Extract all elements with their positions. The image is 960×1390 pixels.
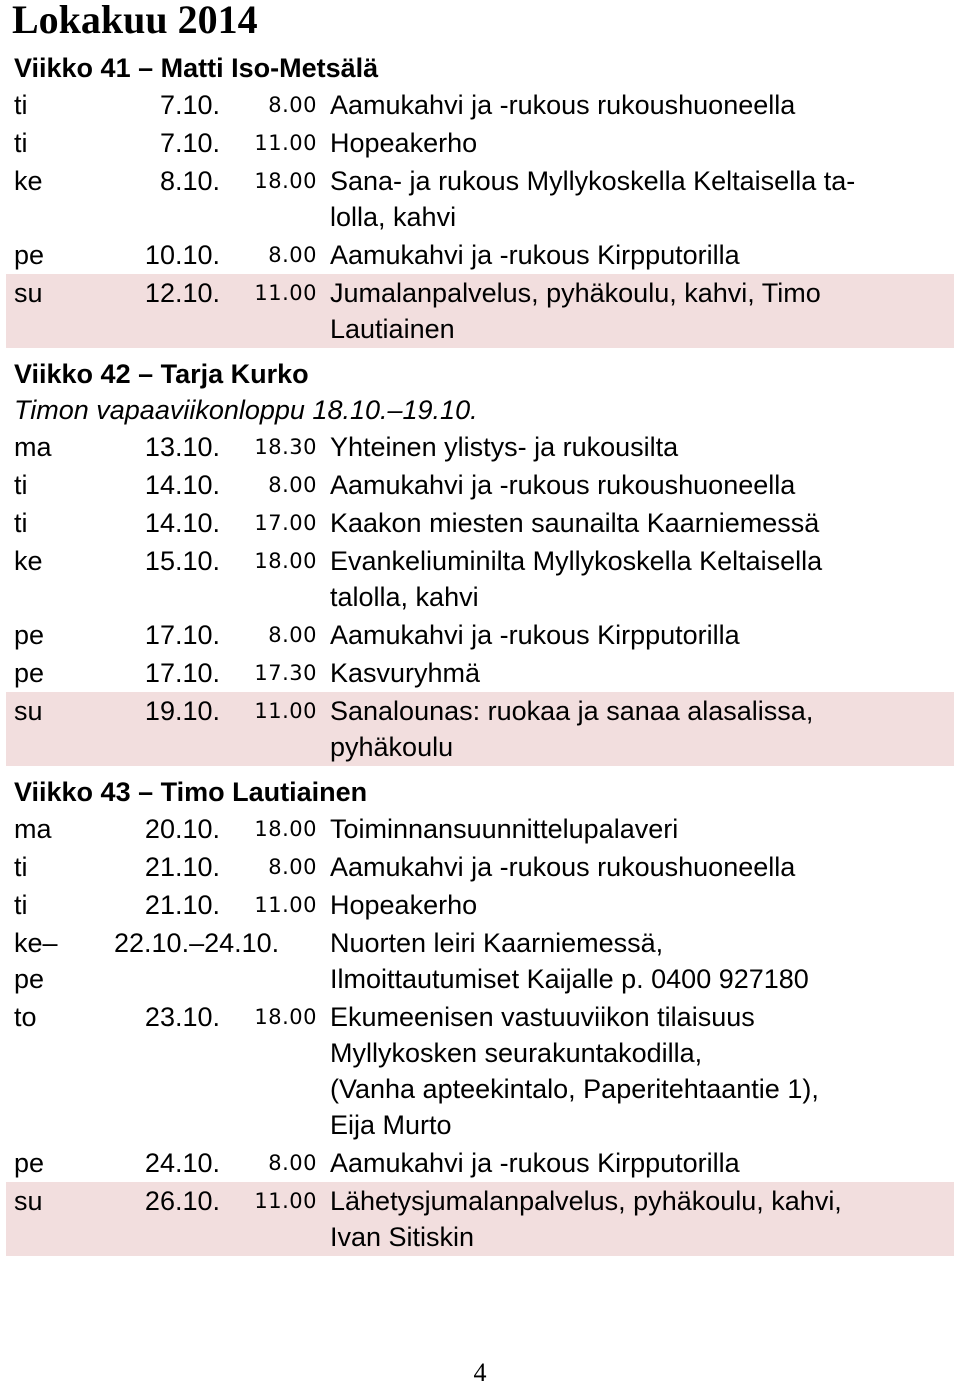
event-time: 17.30 [254, 661, 317, 685]
event-time: 18.00 [254, 169, 317, 193]
event-day: ke [14, 166, 43, 196]
event-description: Yhteinen ylistys- ja rukousilta [330, 432, 679, 462]
event-day: ti [14, 128, 28, 158]
event-day: ma [14, 432, 52, 462]
event-date: 7.10. [159, 128, 220, 158]
event-description: Toiminnansuunnittelupalaveri [330, 814, 679, 844]
event-time: 11.00 [254, 281, 317, 305]
event-row-sunday [6, 692, 954, 766]
week-header: Viikko 42 – Tarja Kurko [14, 359, 309, 389]
event-description: Aamukahvi ja -rukous rukoushuoneella [330, 852, 796, 882]
week-header: Viikko 41 – Matti Iso-Metsälä [14, 53, 379, 83]
event-day: ti [14, 90, 28, 120]
event-row [6, 504, 954, 542]
event-time: 18.00 [254, 549, 317, 573]
event-description: Hopeakerho [330, 890, 478, 920]
event-row [6, 86, 954, 124]
event-date: 21.10. [144, 852, 220, 882]
event-row [6, 848, 954, 886]
event-row [6, 886, 954, 924]
event-time: 11.00 [254, 893, 317, 917]
event-time: 18.00 [254, 817, 317, 841]
event-day: to [14, 1002, 37, 1032]
event-row [6, 924, 954, 998]
event-day: pe [14, 1148, 45, 1178]
event-description: Jumalanpalvelus, pyhäkoulu, kahvi, Timo Lautiainen [330, 278, 821, 344]
event-row [6, 616, 954, 654]
event-date: 24.10. [144, 1148, 220, 1178]
week-header: Viikko 43 – Timo Lautiainen [14, 777, 368, 807]
event-row [6, 162, 954, 236]
event-description: Sana- ja rukous Myllykoskella Keltaisella ta- lolla, kahvi [330, 166, 856, 232]
event-row [6, 124, 954, 162]
event-date: 21.10. [144, 890, 220, 920]
event-description: Ekumeenisen vastuuviikon tilaisuus Myllykosken seurakuntakodilla, (Vanha apteekintalo, Paperitehtaantie 1), Eija Murto [330, 1002, 819, 1140]
page-number: 4 [473, 1358, 487, 1387]
event-time: 11.00 [254, 1189, 317, 1213]
event-description: Kaakon miesten saunailta Kaarniemessä [330, 508, 820, 538]
event-time: 8.00 [268, 623, 317, 647]
event-day: ti [14, 508, 28, 538]
event-day: ma [14, 814, 52, 844]
events-schedule [6, 50, 954, 1256]
event-description: Aamukahvi ja -rukous Kirpputorilla [330, 620, 740, 650]
event-date: 10.10. [144, 240, 220, 270]
event-date: 14.10. [144, 470, 220, 500]
event-day: pe [14, 240, 45, 270]
event-day: pe [14, 658, 45, 688]
event-day: pe [14, 620, 45, 650]
event-date: 8.10. [159, 166, 220, 196]
event-row [6, 998, 954, 1144]
event-day: ti [14, 852, 28, 882]
event-row [6, 1144, 954, 1182]
event-description: Aamukahvi ja -rukous rukoushuoneella [330, 90, 796, 120]
event-description: Hopeakerho [330, 128, 478, 158]
event-time: 8.00 [268, 473, 317, 497]
event-date: 17.10. [144, 620, 220, 650]
event-row-sunday [6, 1182, 954, 1256]
event-date: 20.10. [144, 814, 220, 844]
event-description: Aamukahvi ja -rukous rukoushuoneella [330, 470, 796, 500]
event-time: 17.00 [254, 511, 317, 535]
event-date: 14.10. [144, 508, 220, 538]
event-date: 13.10. [144, 432, 220, 462]
event-date: 7.10. [159, 90, 220, 120]
event-time: 8.00 [268, 93, 317, 117]
event-time: 8.00 [268, 1151, 317, 1175]
event-description: Lähetysjumalanpalvelus, pyhäkoulu, kahvi, Ivan Sitiskin [330, 1186, 842, 1252]
event-row [6, 542, 954, 616]
event-day: ti [14, 470, 28, 500]
event-row [6, 236, 954, 274]
event-description: Sanalounas: ruokaa ja sanaa alasalissa, pyhäkoulu [330, 696, 814, 762]
event-date: 23.10. [144, 1002, 220, 1032]
event-row [6, 466, 954, 504]
event-day: ke [14, 546, 43, 576]
event-date: 17.10. [144, 658, 220, 688]
event-row [6, 654, 954, 692]
event-row [6, 810, 954, 848]
event-time: 18.30 [254, 435, 317, 459]
event-description: Aamukahvi ja -rukous Kirpputorilla [330, 1148, 740, 1178]
event-time: 11.00 [254, 131, 317, 155]
event-description: Kasvuryhmä [330, 658, 481, 688]
event-date: 19.10. [144, 696, 220, 726]
week-note: Timon vapaaviikonloppu 18.10.–19.10. [14, 395, 478, 425]
event-description: Nuorten leiri Kaarniemessä, Ilmoittautumiset Kaijalle p. 0400 927180 [330, 928, 809, 994]
event-day: su [14, 278, 43, 308]
event-time [220, 925, 330, 997]
page-title: Lokakuu 2014 [12, 0, 258, 42]
event-description: Aamukahvi ja -rukous Kirpputorilla [330, 240, 740, 270]
event-date: 12.10. [144, 278, 220, 308]
event-time: 11.00 [254, 699, 317, 723]
event-time: 8.00 [268, 243, 317, 267]
event-day: ti [14, 890, 28, 920]
event-day: su [14, 1186, 43, 1216]
event-date-range: 22.10.–24.10. [114, 928, 280, 958]
event-day: ke– pe [14, 928, 58, 994]
event-description: Evankeliuminilta Myllykoskella Keltaisella talolla, kahvi [330, 546, 823, 612]
event-day: su [14, 696, 43, 726]
event-row-sunday [6, 274, 954, 348]
event-row [6, 428, 954, 466]
event-date: 15.10. [144, 546, 220, 576]
event-time: 18.00 [254, 1005, 317, 1029]
event-time: 8.00 [268, 855, 317, 879]
event-date: 26.10. [144, 1186, 220, 1216]
